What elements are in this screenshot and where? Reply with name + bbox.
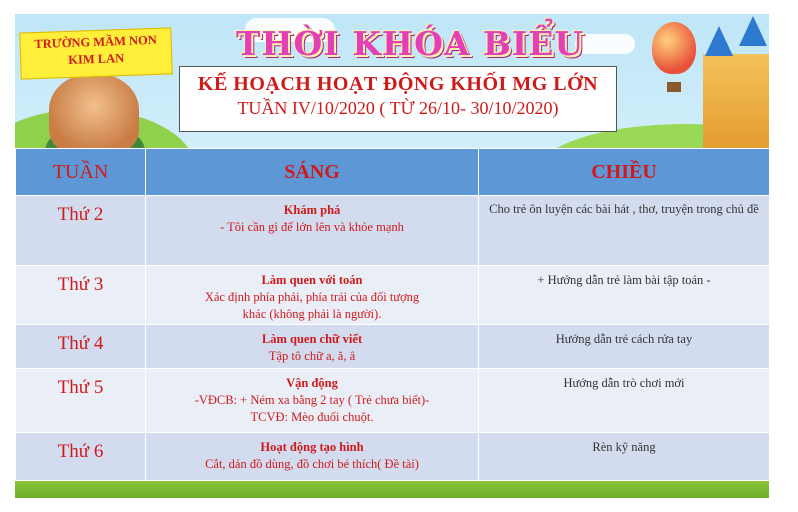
cartoon-character-icon xyxy=(49,74,139,154)
school-name-line-2: KIM LAN xyxy=(68,51,125,67)
balloon-basket xyxy=(667,82,681,92)
header-week: TUẦN xyxy=(16,149,146,196)
activity-detail: TCVĐ: Mèo đuổi chuột. xyxy=(250,410,374,424)
morning-cell xyxy=(146,196,479,266)
afternoon-cell: Cho trẻ ôn luyện các bài hát , thơ, truyện trong chủ đề xyxy=(479,196,770,266)
afternoon-cell: + Hướng dẫn trẻ làm bài tập toán - xyxy=(479,266,770,325)
day-cell: Thứ 5 xyxy=(16,369,146,433)
activity-detail: khác (không phải là người). xyxy=(242,307,382,321)
activity-detail: Cắt, dán đồ dùng, đồ chơi bé thích( Đề tài) xyxy=(205,457,419,471)
morning-cell xyxy=(146,369,479,433)
afternoon-cell: Hướng dẫn trò chơi mới xyxy=(479,369,770,433)
morning-cell xyxy=(146,325,479,369)
activity-title: Làm quen chữ viết xyxy=(261,332,363,346)
day-cell: Thứ 6 xyxy=(16,433,146,481)
table-row xyxy=(16,196,770,266)
header-morning: SÁNG xyxy=(146,149,479,196)
day-cell: Thứ 3 xyxy=(16,266,146,325)
table-row xyxy=(16,433,770,481)
table-row xyxy=(16,325,770,369)
day-cell: Thứ 4 xyxy=(16,325,146,369)
activity-title: Hoạt động tạo hình xyxy=(260,440,364,454)
plan-week: TUẦN IV/10/2020 ( TỪ 26/10- 30/10/2020) xyxy=(237,98,559,118)
school-name-label xyxy=(19,27,173,79)
morning-cell xyxy=(146,433,479,481)
castle-icon xyxy=(703,54,769,154)
activity-detail: Tập tô chữ a, ă, â xyxy=(268,349,356,363)
poster xyxy=(15,14,769,498)
timetable-header xyxy=(16,149,770,196)
timetable xyxy=(15,148,769,481)
day-cell: Thứ 2 xyxy=(16,196,146,266)
plan-title: KẾ HOẠCH HOẠT ĐỘNG KHỐI MG LỚN xyxy=(197,73,599,95)
activity-detail: -VĐCB: + Ném xa bằng 2 tay ( Trẻ chưa biết)- xyxy=(194,393,430,407)
afternoon-cell: Rèn kỹ năng xyxy=(479,433,770,481)
morning-cell xyxy=(146,266,479,325)
activity-detail: Xác định phía phải, phía trái của đối tượng xyxy=(204,290,420,304)
hot-air-balloon-icon xyxy=(652,22,696,74)
table-row xyxy=(16,369,770,433)
plan-box xyxy=(179,66,617,132)
activity-title: Vận động xyxy=(286,376,338,390)
page-title: THỜI KHÓA BIỂU xyxy=(235,24,585,63)
activity-detail: - Tôi cần gì để lớn lên và khỏe mạnh xyxy=(220,220,404,234)
castle-tower-icon xyxy=(739,16,767,46)
afternoon-cell: Hướng dẫn trẻ cách rửa tay xyxy=(479,325,770,369)
school-name-line-1: TRƯỜNG MẦM NON xyxy=(34,32,158,52)
castle-tower-icon xyxy=(705,26,733,56)
header-afternoon: CHIỀU xyxy=(479,149,770,196)
activity-title: Làm quen với toán xyxy=(261,273,363,287)
activity-title: Khám phá xyxy=(283,203,341,217)
table-row xyxy=(16,266,770,325)
